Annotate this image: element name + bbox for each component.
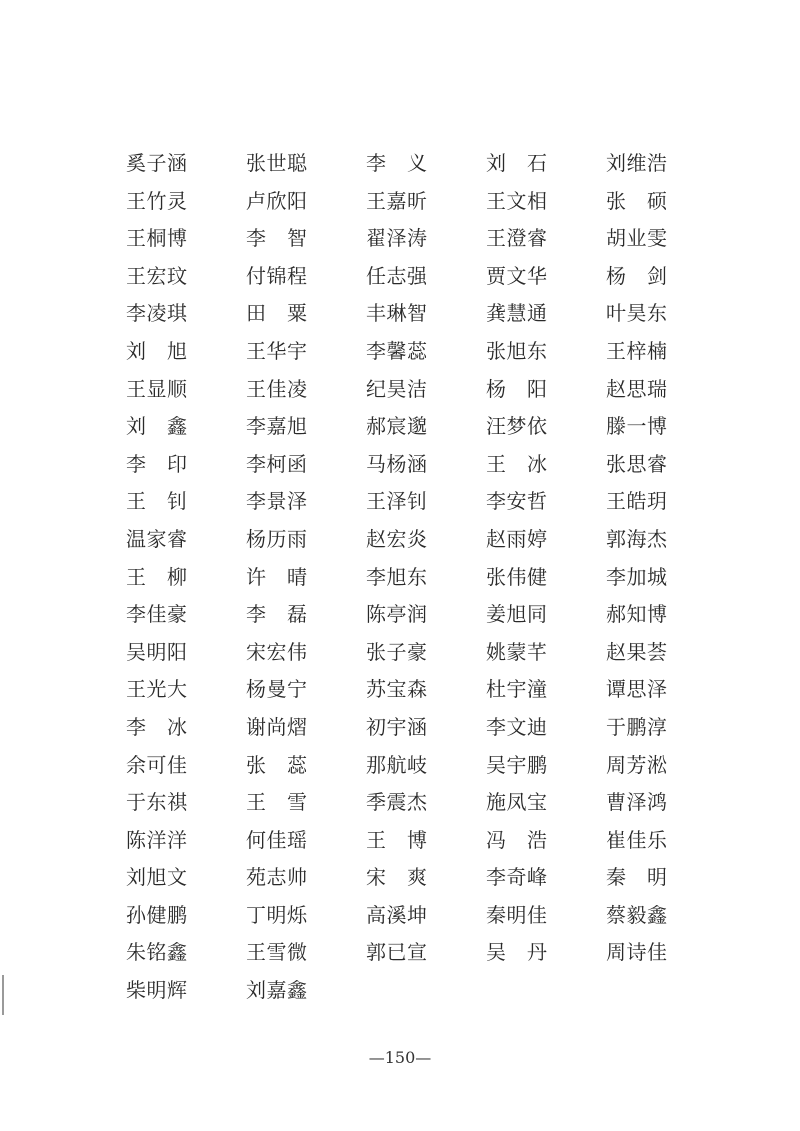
name-entry: 张子豪 [366,639,428,664]
name-entry: 崔佳乐 [606,827,668,852]
name-entry: 赵雨婷 [486,526,548,551]
name-entry: 秦 明 [606,865,668,890]
name-entry: 苑志帅 [246,865,308,890]
name-entry: 吴宇鹏 [486,752,548,777]
name-entry: 王 雪 [246,790,308,815]
name-entry: 李柯函 [246,451,308,476]
name-entry: 孙健鹏 [126,902,188,927]
name-entry: 宋宏伟 [246,639,308,664]
name-entry: 李 印 [126,451,188,476]
name-entry: 李馨蕊 [366,338,428,363]
name-entry: 于鹏淳 [606,714,668,739]
name-entry: 于东祺 [126,790,188,815]
name-entry: 刘 旭 [126,338,188,363]
name-entry: 王 冰 [486,451,548,476]
name-entry: 初宇涵 [366,714,428,739]
name-entry: 王嘉昕 [366,188,428,213]
name-entry: 郝知博 [606,602,668,627]
name-entry: 王显顺 [126,376,188,401]
name-entry: 张伟健 [486,564,548,589]
name-entry: 郭海杰 [606,526,668,551]
name-entry: 曹泽鸿 [606,790,668,815]
name-entry: 周芳淞 [606,752,668,777]
name-entry: 卢欣阳 [246,188,308,213]
name-entry: 吴明阳 [126,639,188,664]
name-entry: 姜旭同 [486,602,548,627]
name-entry: 宋 爽 [366,865,428,890]
name-entry: 李加城 [606,564,668,589]
name-entry: 丁明烁 [246,902,308,927]
name-entry: 任志强 [366,263,428,288]
name-entry: 赵宏炎 [366,526,428,551]
name-entry: 胡业雯 [606,226,668,251]
name-entry: 张 蕊 [246,752,308,777]
name-entry: 温家睿 [126,526,188,551]
name-entry: 叶昊东 [606,301,668,326]
name-entry: 马杨涵 [366,451,428,476]
name-entry: 王华宇 [246,338,308,363]
name-entry: 李 磊 [246,602,308,627]
name-entry: 吴 丹 [486,940,548,965]
name-entry: 李嘉旭 [246,414,308,439]
name-entry: 李文迪 [486,714,548,739]
name-entry: 王桐博 [126,226,188,251]
name-entry: 王文相 [486,188,548,213]
name-entry: 田 粟 [246,301,308,326]
name-entry: 张 硕 [606,188,668,213]
name-entry: 李安哲 [486,489,548,514]
name-entry: 赵果荟 [606,639,668,664]
name-entry: 蔡毅鑫 [606,902,668,927]
name-entry: 贾文华 [486,263,548,288]
name-entry: 高溪坤 [366,902,428,927]
name-entry: 谭思泽 [606,677,668,702]
name-entry: 许 晴 [246,564,308,589]
name-entry: 王 柳 [126,564,188,589]
name-entry: 秦明佳 [486,902,548,927]
name-entry: 李 智 [246,226,308,251]
left-edge-mark [2,975,4,1015]
name-entry: 李 义 [366,151,428,175]
name-entry: 王梓楠 [606,338,668,363]
name-entry: 王宏玟 [126,263,188,288]
name-entry: 何佳瑶 [246,827,308,852]
name-entry: 刘 石 [486,151,548,175]
name-entry: 周诗佳 [606,940,668,965]
name-entry: 王泽钊 [366,489,428,514]
name-entry: 王澄睿 [486,226,548,251]
name-entry: 刘 鑫 [126,414,188,439]
name-entry: 王 钊 [126,489,188,514]
name-entry: 纪昊洁 [366,376,428,401]
name-entry: 杨 剑 [606,263,668,288]
name-entry: 谢尚熠 [246,714,308,739]
name-entry: 郭已宣 [366,940,428,965]
name-entry: 刘嘉鑫 [246,978,308,1003]
name-entry: 王雪微 [246,940,308,965]
name-entry: 王竹灵 [126,188,188,213]
name-entry: 余可佳 [126,752,188,777]
name-entry: 汪梦依 [486,414,548,439]
name-entry: 李景泽 [246,489,308,514]
name-entry: 丰琳智 [366,301,428,326]
name-entry: 李凌琪 [126,301,188,326]
name-entry: 朱铭鑫 [126,940,188,965]
name-entry: 刘维浩 [606,151,668,175]
name-entry: 陈洋洋 [126,827,188,852]
name-entry: 冯 浩 [486,827,548,852]
name-entry: 刘旭文 [126,865,188,890]
name-entry: 姚蒙芊 [486,639,548,664]
name-entry: 翟泽涛 [366,226,428,251]
name-entry: 李 冰 [126,714,188,739]
name-entry: 季震杰 [366,790,428,815]
name-entry: 施凤宝 [486,790,548,815]
name-entry: 王 博 [366,827,428,852]
name-entry: 王佳凌 [246,376,308,401]
name-entry: 龚慧通 [486,301,548,326]
name-entry: 张思睿 [606,451,668,476]
name-entry: 杨曼宁 [246,677,308,702]
name-entry: 苏宝森 [366,677,428,702]
name-entry: 付锦程 [246,263,308,288]
name-entry: 奚子涵 [126,151,188,175]
name-entry: 王皓玥 [606,489,668,514]
name-entry: 杨 阳 [486,376,548,401]
name-entry: 李奇峰 [486,865,548,890]
name-entry: 那航岐 [366,752,428,777]
name-entry: 陈亭润 [366,602,428,627]
name-entry: 张旭东 [486,338,548,363]
name-entry: 张世聪 [246,151,308,175]
name-entry: 李佳豪 [126,602,188,627]
name-entry: 赵思瑞 [606,376,668,401]
name-entry: 杜宇潼 [486,677,548,702]
name-entry: 杨历雨 [246,526,308,551]
name-entry: 郝宸邈 [366,414,428,439]
names-grid [126,145,726,1010]
page-number: —150— [368,1048,432,1067]
name-entry: 王光大 [126,677,188,702]
name-entry: 滕一博 [606,414,668,439]
name-entry: 李旭东 [366,564,428,589]
name-entry: 柴明辉 [126,978,188,1003]
